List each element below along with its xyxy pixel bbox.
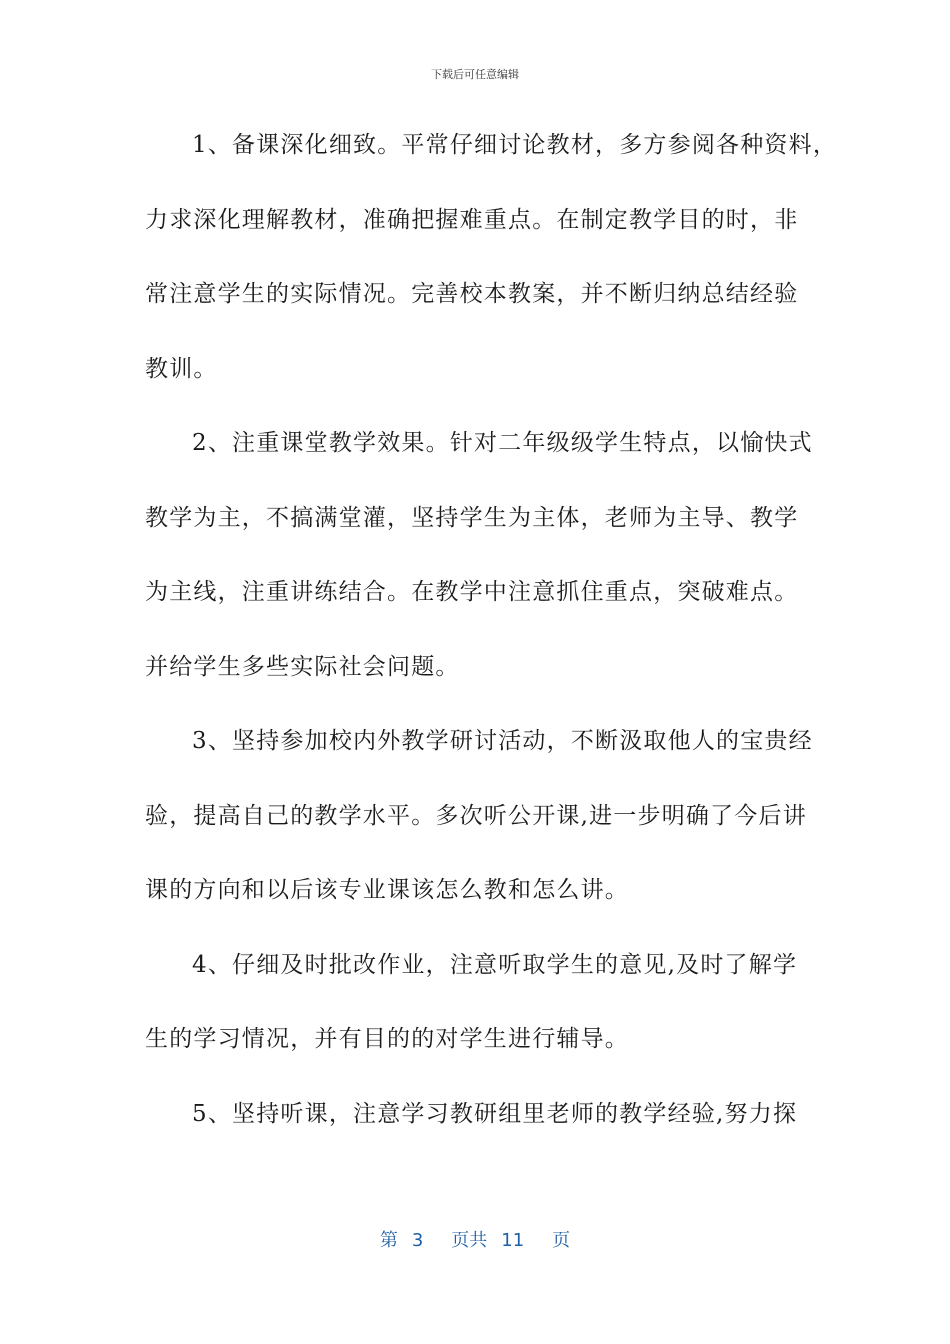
text-line: 教训。: [145, 355, 218, 382]
text-line: 教学为主，不搞满堂灌，坚持学生为主体，老师为主导、教学: [145, 504, 799, 531]
current-page-number: 3: [411, 1230, 424, 1251]
header-note: 下载后可任意编辑: [431, 68, 519, 81]
text-line: 力求深化理解教材，准确把握难重点。在制定教学目的时，非: [145, 206, 799, 233]
text-line: 3、坚持参加校内外教学研讨活动，不断汲取他人的宝贵经: [192, 728, 813, 754]
text-line: 5、坚持听课，注意学习教研组里老师的教学经验,努力探: [192, 1100, 798, 1127]
footer-ye: 页: [552, 1230, 571, 1251]
text-line: 验，提高自己的教学水平。多次听公开课,进一步明确了今后讲: [145, 802, 807, 829]
text-line: 课的方向和以后该专业课该怎么教和怎么讲。: [145, 877, 629, 903]
document-body: [145, 124, 838, 1167]
text-line: 2、注重课堂教学效果。针对二年级级学生特点，以愉快式: [192, 430, 813, 456]
page-footer: [0, 1226, 950, 1252]
text-line: 生的学习情况，并有目的的对学生进行辅导。: [145, 1026, 629, 1052]
text-line: 4、仔细及时批改作业，注意听取学生的意见,及时了解学: [192, 951, 798, 978]
text-line: 常注意学生的实际情况。完善校本教案，并不断归纳总结经验: [145, 281, 799, 307]
total-pages-number: 11: [501, 1230, 525, 1251]
text-line: 为主线，注重讲练结合。在教学中注意抓住重点，突破难点。: [145, 579, 799, 605]
text-line: 1、备课深化细致。平常仔细讨论教材，多方参阅各种资料，: [192, 132, 838, 158]
footer-ye-gong: 页共: [451, 1230, 488, 1251]
footer-di: 第: [379, 1230, 398, 1251]
text-line: 并给学生多些实际社会问题。: [145, 653, 460, 680]
